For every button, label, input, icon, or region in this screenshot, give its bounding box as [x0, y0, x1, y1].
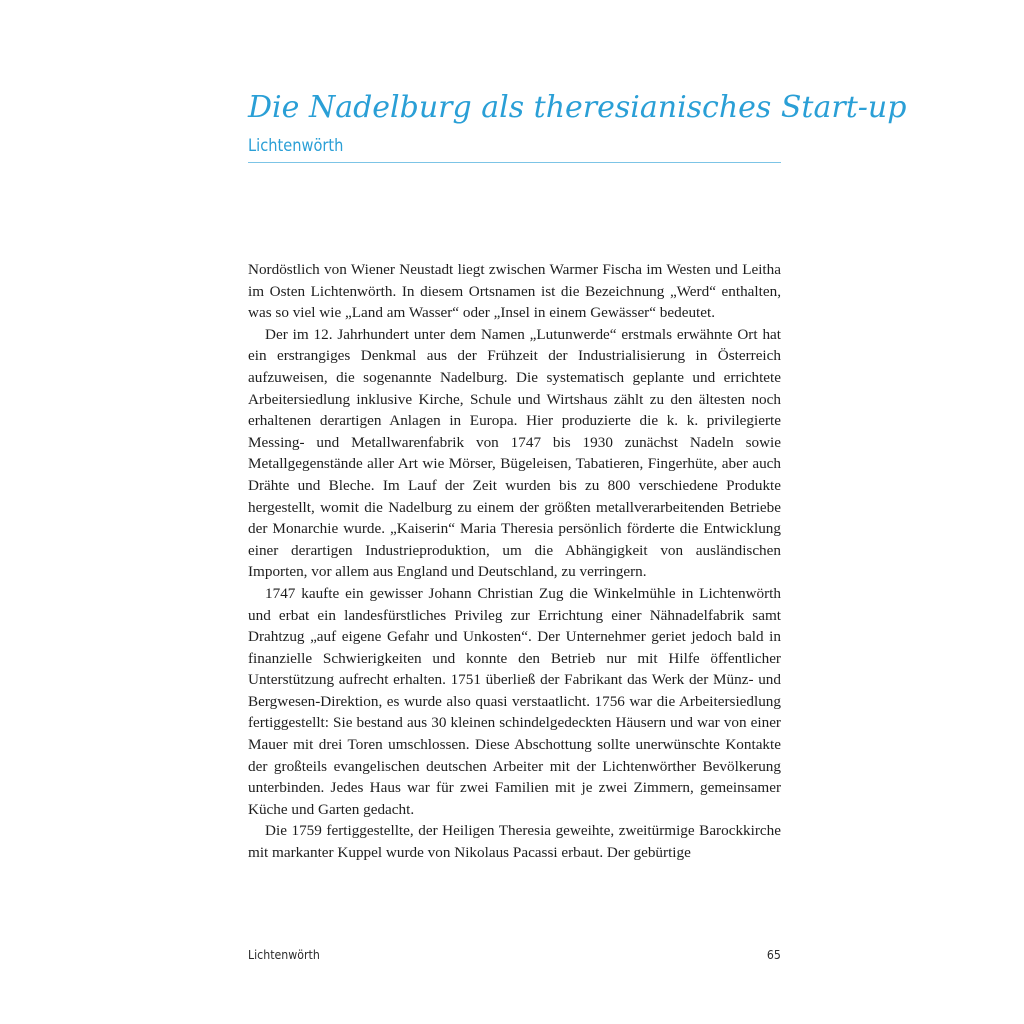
- title-rule: [248, 162, 781, 163]
- paragraph: Der im 12. Jahrhundert unter dem Namen „Lutunwerde“ erstmals erwähnte Ort hat ein erstrangiges Denkmal aus der Frühzeit der Industrialisierung in Österreich aufzuweisen, die sogenannte Nadelburg. Die systematisch geplante und errichtete Arbeitersiedlung inklusive Kirche, Schule und Wirtshaus zählt zu den ältesten noch erhaltenen derartigen Anlagen in Europa. Hier produzierte die k. k. privilegierte Messing- und Metallwarenfabrik von 1747 bis 1930 zunächst Nadeln sowie Metallgegenstände aller Art wie Mörser, Bügeleisen, Tabatieren, Fingerhüte, aber auch Drähte und Bleche. Im Lauf der Zeit wurden bis zu 800 verschiedene Produkte hergestellt, womit die Nadelburg zu einem der größten metallverarbeitenden Betriebe der Monarchie wurde. „Kaiserin“ Maria Theresia persönlich förderte die Entwicklung einer derartigen Industrieproduktion, um die Abhängigkeit von ausländischen Importen, vor allem aus England und Deutschland, zu verringern.: [248, 325, 781, 581]
- paragraph: Nordöstlich von Wiener Neustadt liegt zwischen Warmer Fischa im Westen und Leitha im Osten Lichtenwörth. In diesem Ortsnamen ist die Bezeichnung „Werd“ enthalten, was so viel wie „Land am Wasser“ oder „Insel in einem Gewässer“ bedeutet.: [248, 261, 781, 322]
- chapter-title: Die Nadelburg als theresianisches Start-up: [248, 90, 907, 125]
- page-number: 65: [767, 947, 781, 962]
- paragraph: 1747 kaufte ein gewisser Johann Christian Zug die Winkelmühle in Lichtenwörth und erbat ein landesfürstliches Privileg zur Errichtung einer Nähnadelfabrik samt Drahtzug „auf eigene Gefahr und Unkosten“. Der Unternehmer geriet jedoch bald in finanzielle Schwierigkeiten und konnte den Betrieb nur mit Hilfe öffentlicher Unterstützung aufrecht erhalten. 1751 überließ der Fabrikant das Werk der Münz- und Bergwesen-Direktion, es wurde also quasi verstaatlicht. 1756 war die Arbeitersiedlung fertiggestellt: Sie bestand aus 30 kleinen schindelgedeckten Häusern und war von einer Mauer mit drei Toren umschlossen. Diese Abschottung sollte unerwünschte Kontakte der großteils evangelischen deutschen Arbeiter mit der Lichtenwörther Bevölkerung unterbinden. Jedes Haus war für zwei Familien mit je zwei Zimmern, gemeinsamer Küche und Garten gedacht.: [248, 584, 781, 818]
- running-head: Lichtenwörth: [248, 947, 320, 962]
- body-text: [248, 259, 781, 864]
- chapter-subtitle: Lichtenwörth: [248, 136, 344, 156]
- paragraph: Die 1759 fertiggestellte, der Heiligen Theresia geweihte, zweitürmige Barockkirche mit markanter Kuppel wurde von Nikolaus Pacassi erbaut. Der gebürtige: [248, 822, 781, 862]
